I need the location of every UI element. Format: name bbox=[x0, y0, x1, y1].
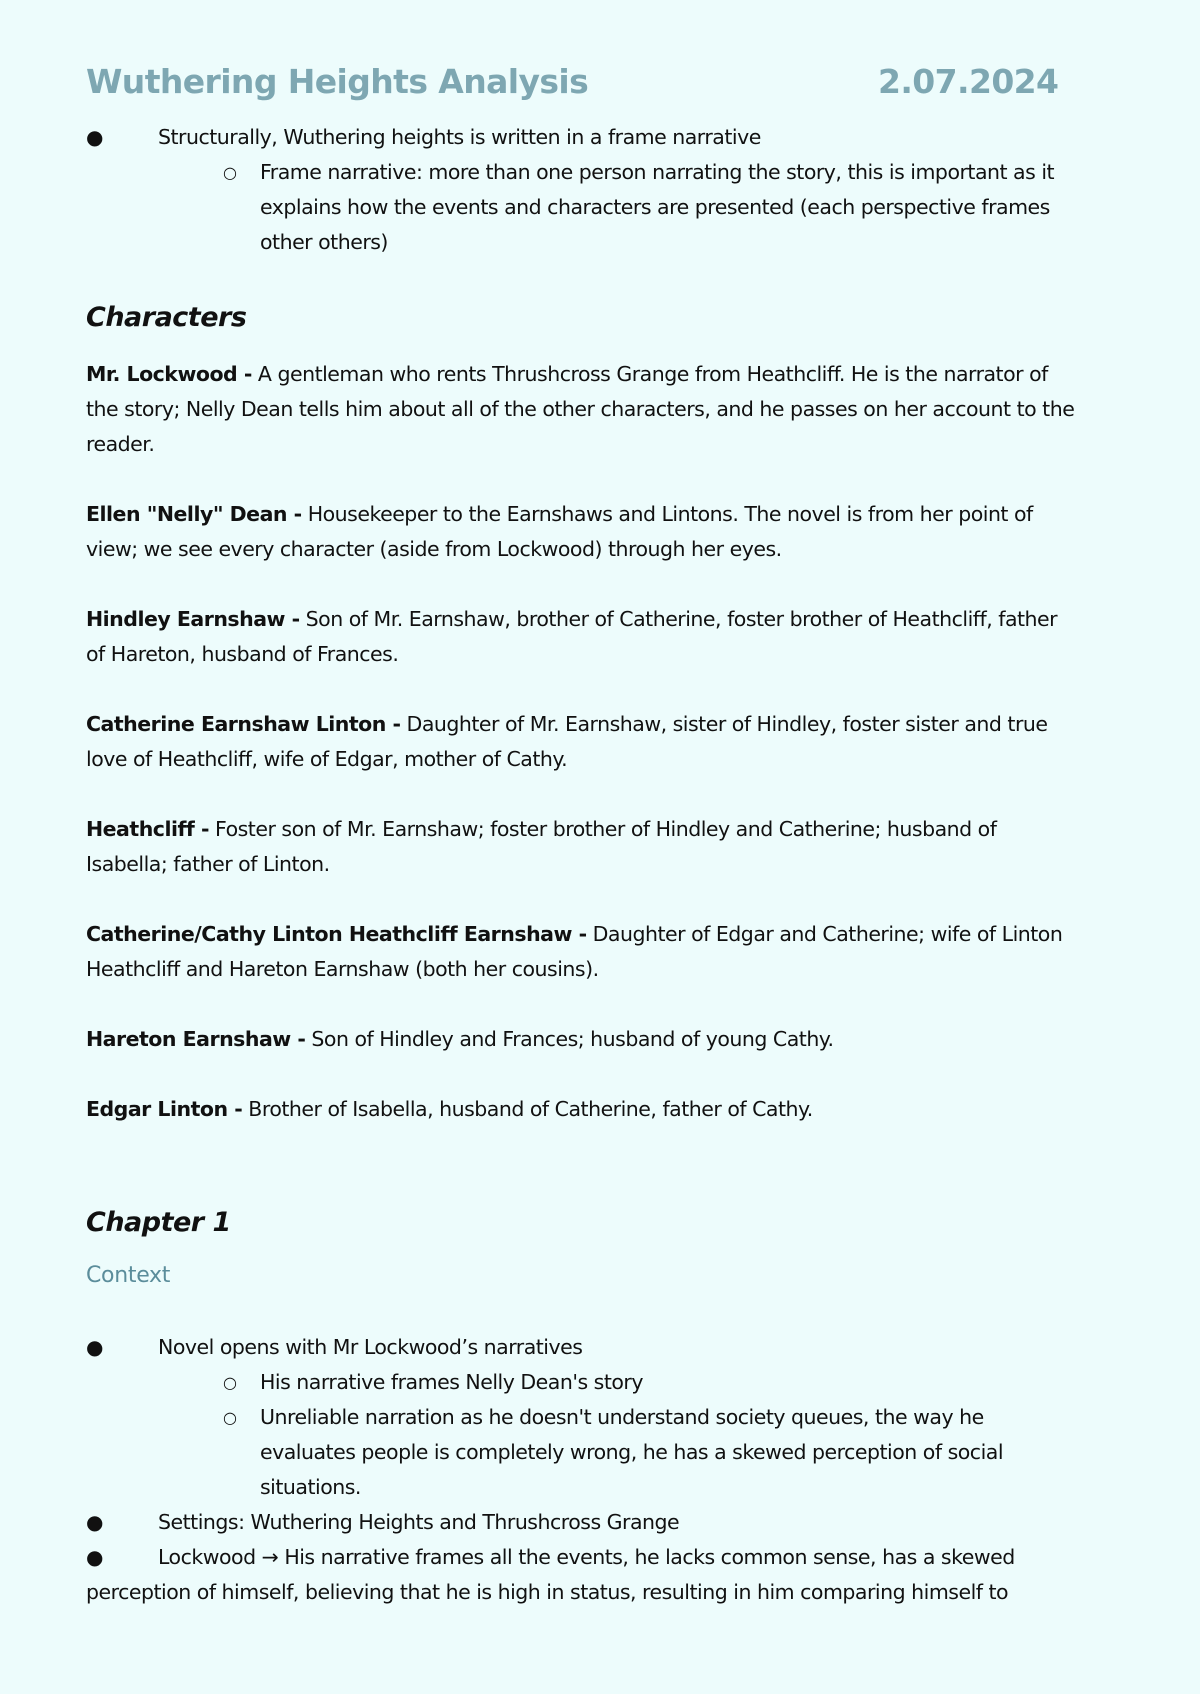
hollow-bullet-icon: ○ bbox=[223, 1373, 237, 1392]
chapter-sub-bullet-line-3: situations. bbox=[260, 1475, 361, 1499]
character-desc-line: of Hareton, husband of Frances. bbox=[86, 642, 399, 666]
character-name: Hindley Earnshaw - bbox=[86, 607, 300, 631]
character-desc-line: love of Heathcliff, wife of Edgar, mother of Cathy. bbox=[86, 747, 568, 771]
bullet-icon: ● bbox=[86, 1545, 103, 1569]
chapter-sub-bullet-line-1: Unreliable narration as he doesn't understand society queues, the way he bbox=[260, 1405, 984, 1429]
intro-sub-line-3: other others) bbox=[260, 230, 388, 254]
character-name: Mr. Lockwood - bbox=[86, 362, 252, 386]
chapter-sub-bullet-line-2: evaluates people is completely wrong, he has a skewed perception of social bbox=[260, 1440, 1004, 1464]
character-entry-catherine bbox=[86, 707, 1047, 742]
character-desc-line: reader. bbox=[86, 432, 155, 456]
intro-bullet-text: Structurally, Wuthering heights is written in a frame narrative bbox=[158, 125, 761, 149]
character-desc: A gentleman who rents Thrushcross Grange from Heathcliff. He is the narrator of bbox=[257, 362, 1048, 386]
character-entry-heathcliff bbox=[86, 812, 996, 847]
chapter-bullet-text: Novel opens with Mr Lockwood’s narratives bbox=[158, 1335, 583, 1359]
character-entry-edgar bbox=[86, 1092, 813, 1127]
character-entry-cathy bbox=[86, 917, 1062, 952]
character-name: Heathcliff - bbox=[86, 817, 209, 841]
document-title: Wuthering Heights Analysis bbox=[86, 62, 589, 101]
hollow-bullet-icon: ○ bbox=[223, 1408, 237, 1427]
bullet-icon: ● bbox=[86, 1510, 103, 1534]
intro-sub-line-1: Frame narrative: more than one person narrating the story, this is important as it bbox=[260, 160, 1055, 184]
character-desc: Daughter of Mr. Earnshaw, sister of Hindley, foster sister and true bbox=[406, 712, 1048, 736]
character-desc-line: Isabella; father of Linton. bbox=[86, 852, 330, 876]
character-entry-hareton bbox=[86, 1022, 834, 1057]
lockwood-bullet-line-2: perception of himself, believing that he is high in status, resulting in him comparing himself to bbox=[86, 1580, 1009, 1604]
character-name: Catherine Earnshaw Linton - bbox=[86, 712, 401, 736]
character-desc: Foster son of Mr. Earnshaw; foster brother of Hindley and Catherine; husband of bbox=[215, 817, 997, 841]
character-desc: Daughter of Edgar and Catherine; wife of Linton bbox=[592, 922, 1063, 946]
chapter-heading: Chapter 1 bbox=[86, 1207, 231, 1238]
character-desc: Son of Hindley and Frances; husband of young Cathy. bbox=[311, 1027, 834, 1051]
bullet-icon: ● bbox=[86, 125, 103, 149]
character-desc: Brother of Isabella, husband of Catherine, father of Cathy. bbox=[248, 1097, 813, 1121]
character-desc-line: Heathcliff and Hareton Earnshaw (both her cousins). bbox=[86, 957, 599, 981]
context-subheading: Context bbox=[86, 1263, 171, 1288]
document-date: 2.07.2024 bbox=[878, 62, 1059, 101]
character-entry-hindley bbox=[86, 602, 1057, 637]
character-desc: Housekeeper to the Earnshaws and Lintons. The novel is from her point of bbox=[307, 502, 1033, 526]
intro-sub-line-2: explains how the events and characters are presented (each perspective frames bbox=[260, 195, 1050, 219]
character-name: Catherine/Cathy Linton Heathcliff Earnshaw - bbox=[86, 922, 587, 946]
character-desc-line: the story; Nelly Dean tells him about all of the other characters, and he passes on her account to the bbox=[86, 397, 1075, 421]
hollow-bullet-icon: ○ bbox=[223, 163, 237, 182]
settings-bullet-text: Settings: Wuthering Heights and Thrushcross Grange bbox=[158, 1510, 680, 1534]
character-name: Ellen "Nelly" Dean - bbox=[86, 502, 302, 526]
lockwood-bullet-line-1: Lockwood → His narrative frames all the events, he lacks common sense, has a skewed bbox=[158, 1545, 1015, 1569]
character-name: Edgar Linton - bbox=[86, 1097, 243, 1121]
characters-heading: Characters bbox=[86, 302, 247, 333]
character-entry-nelly bbox=[86, 497, 1033, 532]
chapter-sub-bullet-text: His narrative frames Nelly Dean's story bbox=[260, 1370, 643, 1394]
character-entry-lockwood bbox=[86, 357, 1048, 392]
character-desc-line: view; we see every character (aside from Lockwood) through her eyes. bbox=[86, 537, 782, 561]
character-name: Hareton Earnshaw - bbox=[86, 1027, 306, 1051]
character-desc: Son of Mr. Earnshaw, brother of Catherine, foster brother of Heathcliff, father bbox=[305, 607, 1058, 631]
bullet-icon: ● bbox=[86, 1335, 103, 1359]
